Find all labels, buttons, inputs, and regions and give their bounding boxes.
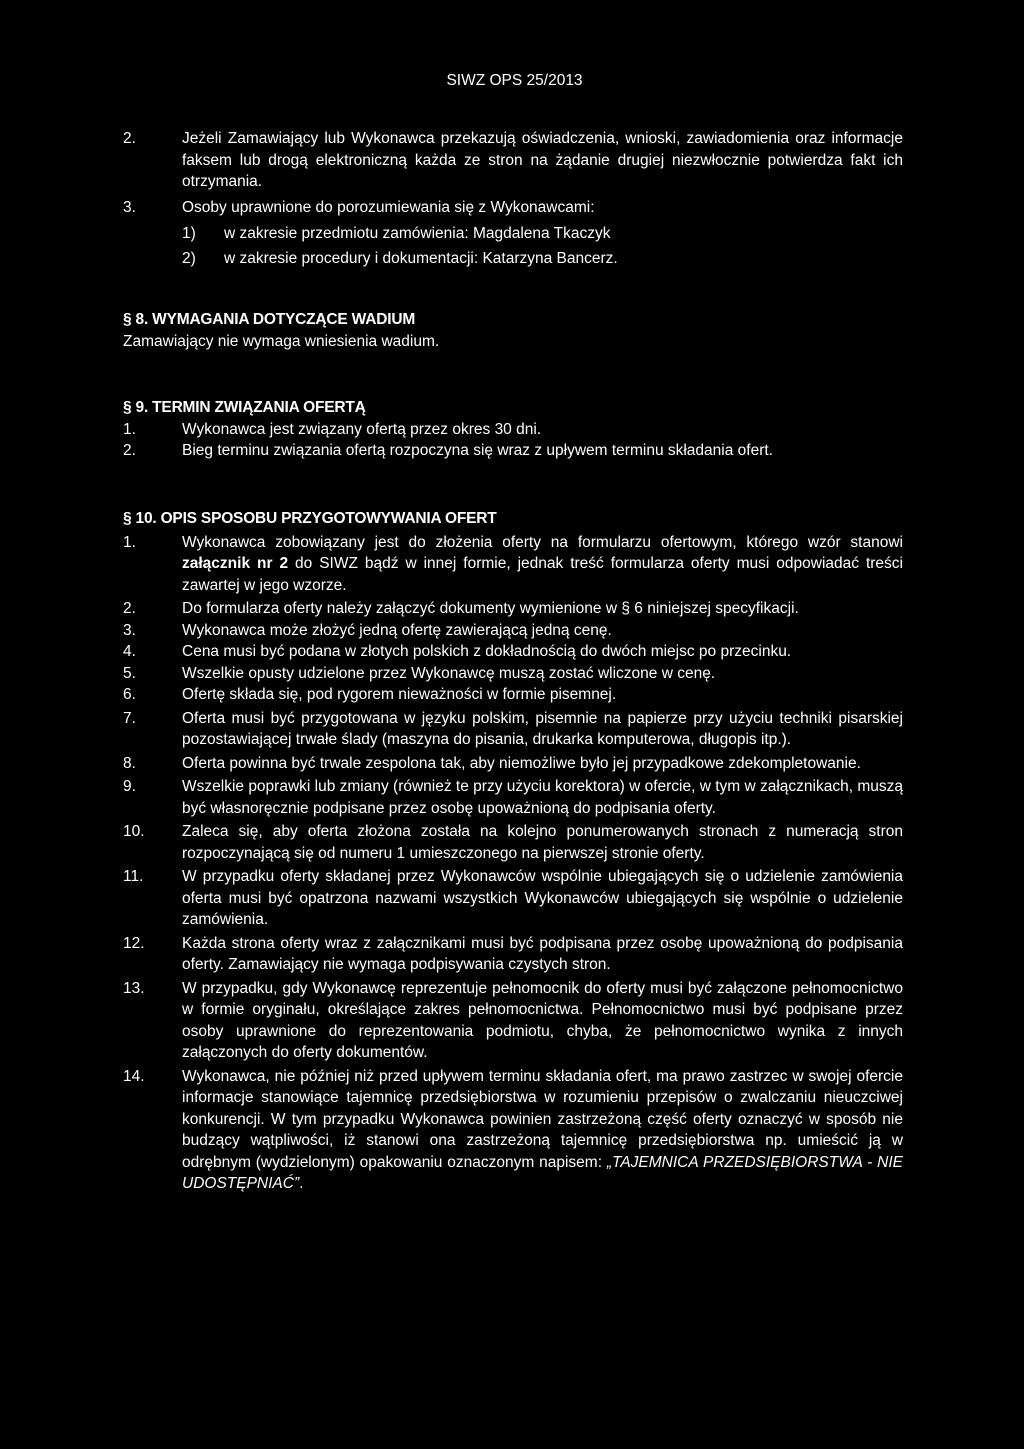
sub-item-text: w zakresie procedury i dokumentacji: Katarzyna Bancerz.: [224, 249, 618, 267]
item-number: 6.: [123, 686, 136, 703]
item-text: W przypadku oferty składanej przez Wykonawców wspólnie ubiegających się o udzielenie zamówienia oferta musi być opatrzona nazwami wszystkich Wykonawców ubiegających się wspólnie o udzielenie zamówienia.: [182, 868, 903, 928]
item-text: Do formularza oferty należy załączyć dokumenty wymienione w § 6 niniejszej specyfikacji.: [182, 600, 799, 617]
item-text: Wszelkie opusty udzielone przez Wykonawcę muszą zostać wliczone w cenę.: [182, 664, 716, 682]
list-item: [123, 684, 903, 706]
sub-item: [123, 223, 903, 245]
list-item: [123, 598, 903, 620]
item-text-part: .: [299, 1175, 304, 1192]
list-item: [123, 978, 903, 1064]
sub-item-number: 1): [182, 225, 196, 242]
list-item: [123, 821, 903, 864]
sub-item-number: 2): [182, 249, 196, 267]
item-text: Bieg terminu związania ofertą rozpoczyna się wraz z upływem terminu składania ofert.: [182, 442, 773, 459]
list-item: [123, 866, 903, 931]
item-text: W przypadku, gdy Wykonawcę reprezentuje pełnomocnik do oferty musi być załączone pełnomocnictwo w formie oryginału, określające zakres pełnomocnictwa. Pełnomocnictwo musi być podpisane przez osoby uprawnione do reprezentowania podmiotu, chyba, że pełnomocnictwo wynika z innych załączonych do oferty dokumentów.: [182, 979, 903, 1061]
item-number: 2.: [123, 442, 136, 459]
item-text: Wszelkie poprawki lub zmiany (również te przy użyciu korektora) w ofercie, w tym w załącznikach, muszą być własnoręcznie podpisane przez osobę upoważnioną do podpisania oferty.: [182, 778, 903, 817]
item-number: 8.: [123, 754, 136, 772]
list-item: [123, 620, 903, 642]
item-number: 10.: [123, 823, 145, 840]
section-heading: § 8. WYMAGANIA DOTYCZĄCE WADIUM: [123, 311, 416, 328]
item-text-part: Wykonawca, nie później niż przed upływem terminu składania ofert, ma prawo zastrzec w swojej ofercie informacje stanowiące tajemnicę przedsiębiorstwa w rozumieniu przepisów o zwalczaniu nieuczciwej konkurencji. W tym przypadku Wykonawca powinien zastrzeżoną część oferty oznaczyć w sposób nie budzący wątpliwości, iż stanowi ona zastrzeżoną tajemnicę przedsiębiorstwa np. umieścić ją w odrębnym (wydzielonym) opakowaniu oznaczonym napisem:: [182, 1067, 903, 1171]
item-text: Jeżeli Zamawiający lub Wykonawca przekazują oświadczenia, wnioski, zawiadomienia oraz informacje faksem lub drogą elektroniczną każda ze stron na żądanie drugiej niezwłocznie potwierdza fakt ich otrzymania.: [182, 130, 903, 190]
sub-item: [123, 248, 903, 270]
item-number: 5.: [123, 664, 136, 682]
list-item: [123, 753, 903, 775]
list-item: [123, 440, 903, 462]
section-9: [123, 397, 903, 462]
item-text-part: do SIWZ bądź w innej formie, jednak treść formularza oferty musi odpowiadać treści zawartej w jego wzorze.: [182, 555, 904, 594]
item-text: Cena musi być podana w złotych polskich z dokładnością do dwóch miejsc po przecinku.: [182, 643, 792, 660]
list-item: [123, 419, 903, 441]
item-text: Osoby uprawnione do porozumiewania się z Wykonawcami:: [182, 198, 595, 216]
item-text: Oferta powinna być trwale zespolona tak, aby niemożliwe było jej przypadkowe zdekompletowanie.: [182, 754, 861, 772]
page-header: SIWZ OPS 25/2013: [446, 72, 583, 89]
item-number: 14.: [123, 1067, 145, 1085]
list-item: [123, 708, 903, 751]
item-number: 9.: [123, 778, 136, 795]
item-number: 2.: [123, 600, 136, 617]
item-text: Zaleca się, aby oferta złożona została na kolejno ponumerowanych stronach z numeracją stron rozpoczynającą się od numeru 1 umieszczonego na pierwszej stronie oferty.: [182, 823, 903, 862]
item-number: 2.: [123, 130, 136, 147]
item-text: Wykonawca może złożyć jedną ofertę zawierającą jedną cenę.: [182, 621, 612, 639]
section-7-continuation: [123, 128, 903, 269]
list-item: [123, 532, 903, 597]
item-number: 13.: [123, 979, 145, 997]
item-number: 3.: [123, 198, 136, 216]
item-text: Wykonawca jest związany ofertą przez okres 30 dni.: [182, 420, 542, 438]
confidentiality-label: „TAJEMNICA PRZEDSIĘBIORSTWA - NIE UDOSTĘPNIAĆ”: [182, 1153, 904, 1192]
item-number: 1.: [123, 420, 136, 438]
list-item: [123, 776, 903, 819]
item-number: 1.: [123, 533, 136, 551]
attachment-reference: załącznik nr 2: [182, 555, 289, 572]
list-item: [123, 197, 903, 219]
sub-item-text: w zakresie przedmiotu zamówienia: Magdalena Tkaczyk: [224, 225, 611, 242]
section-10: [123, 508, 903, 1195]
item-text-part: Wykonawca zobowiązany jest do złożenia oferty na formularzu ofertowym, którego wzór stanowi: [182, 533, 903, 551]
section-heading: § 10. OPIS SPOSOBU PRZYGOTOWYWANIA OFERT: [123, 510, 497, 527]
list-item: [123, 641, 903, 663]
section-text: Zamawiający nie wymaga wniesienia wadium.: [123, 332, 440, 350]
list-item: [123, 128, 903, 193]
list-item: [123, 933, 903, 976]
section-heading: § 9. TERMIN ZWIĄZANIA OFERTĄ: [123, 399, 366, 416]
item-text: Ofertę składa się, pod rygorem nieważności w formie pisemnej.: [182, 686, 617, 703]
item-text: Każda strona oferty wraz z załącznikami musi być podpisana przez osobę upoważnioną do podpisania oferty. Zamawiający nie wymaga podpisywania czystych stron.: [182, 934, 903, 973]
item-number: 3.: [123, 621, 136, 639]
item-text: Oferta musi być przygotowana w języku polskim, pisemnie na papierze przy użyciu techniki pisarskiej pozostawiającej trwałe ślady (maszyna do pisania, drukarka komputerowa, długopis itp.).: [182, 709, 903, 748]
list-item: [123, 1066, 903, 1195]
list-item: [123, 663, 903, 685]
item-number: 4.: [123, 643, 136, 660]
section-8: [123, 309, 903, 352]
item-number: 11.: [123, 868, 144, 885]
item-number: 12.: [123, 934, 145, 952]
item-number: 7.: [123, 709, 136, 727]
